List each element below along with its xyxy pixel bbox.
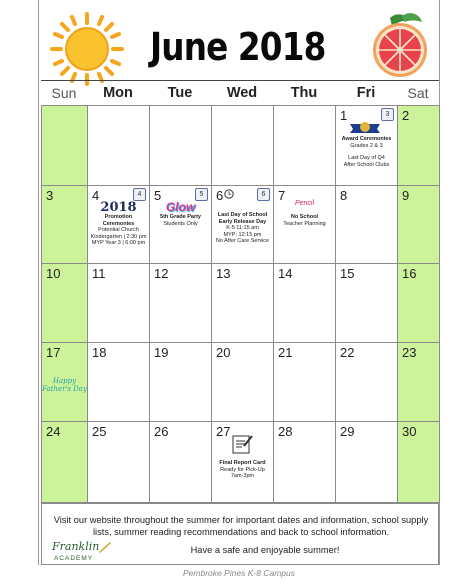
day-number: 2 (402, 108, 410, 123)
day-number: 10 (46, 266, 61, 281)
weekday-fri: Fri (356, 85, 376, 101)
calendar-day-cell[interactable] (212, 422, 274, 503)
calendar-day-cell[interactable] (274, 106, 336, 186)
event-line: K-5 11:15 am (226, 225, 259, 231)
day-number: 24 (46, 424, 61, 439)
calendar-day-cell[interactable] (212, 264, 274, 343)
weekday-sun: Sun (51, 85, 77, 101)
event-line: No School (290, 214, 319, 220)
day-events (274, 214, 335, 227)
calendar-day-cell[interactable] (88, 422, 150, 503)
day-number: 1 (340, 108, 348, 123)
calendar-week-row (42, 106, 440, 186)
day-number: 14 (278, 266, 293, 281)
calendar-week-row (42, 264, 440, 343)
day-events (212, 460, 273, 480)
day-number: 3 (46, 188, 54, 203)
event-line: Grades 2 & 3 (350, 142, 383, 149)
calendar-day-cell[interactable] (42, 422, 88, 503)
event-line: Students Only (163, 220, 198, 227)
calendar-day-cell[interactable] (398, 264, 440, 343)
day-events (88, 214, 149, 247)
pencil-art: Pencil (294, 200, 315, 207)
calendar-day-cell[interactable] (398, 106, 440, 186)
day-number: 27 (216, 424, 231, 439)
report-card-icon (230, 434, 254, 454)
campus-caption: Pembroke Pines K-8 Campus (183, 568, 295, 578)
calendar-day-cell[interactable] (42, 343, 88, 422)
day-number: 30 (402, 424, 417, 439)
event-line: Kindergarten | 2:30 pm (90, 233, 147, 240)
sun-icon (50, 12, 124, 86)
day-number: 19 (154, 345, 169, 360)
event-line: Teacher Planning (283, 220, 326, 227)
calendar-week-row (42, 343, 440, 422)
day-number: 20 (216, 345, 231, 360)
event-line: 5th Grade Party (160, 214, 201, 220)
day-number: 5 (154, 188, 162, 203)
clock-icon (224, 189, 234, 199)
calendar-day-cell[interactable] (212, 343, 274, 422)
day-number: 25 (92, 424, 107, 439)
weekday-wed: Wed (226, 85, 258, 101)
grapefruit-icon (362, 12, 434, 78)
event-line: MYP: 12:15 pm (223, 231, 262, 238)
calendar-day-cell[interactable] (212, 186, 274, 264)
calendar-grid (41, 105, 440, 503)
class-of-2018-art: 2018 (100, 200, 137, 215)
day-badge: 4 (133, 188, 146, 201)
day-events (336, 136, 397, 168)
calendar-day-cell[interactable] (336, 106, 398, 186)
academy-logo-sub: ACADEMY (54, 555, 94, 562)
award-ribbon-icon (350, 121, 380, 133)
footer-message: Visit our website throughout the summer for important dates and information, school supply lists, summer reading recommendations and back to school information. (53, 515, 429, 537)
day-number: 9 (402, 188, 410, 203)
event-line: Final Report Card (219, 460, 266, 466)
calendar-day-cell[interactable] (336, 186, 398, 264)
day-number: 4 (92, 188, 100, 203)
day-number: 29 (340, 424, 355, 439)
calendar-day-cell[interactable] (150, 422, 212, 503)
calendar-day-cell[interactable] (88, 106, 150, 186)
calendar-day-cell[interactable] (398, 186, 440, 264)
calendar-day-cell[interactable] (150, 264, 212, 343)
day-number: 26 (154, 424, 169, 439)
calendar-day-cell[interactable] (88, 186, 150, 264)
day-number: 22 (340, 345, 355, 360)
calendar-day-cell[interactable] (274, 186, 336, 264)
calendar-day-cell[interactable] (150, 186, 212, 264)
day-number: 6 (216, 188, 224, 203)
calendar-day-cell[interactable] (398, 343, 440, 422)
weekday-thu: Thu (290, 85, 318, 101)
fathers-day-art: Happy Father's Day (42, 377, 87, 393)
event-line: Last Day of Q4 (348, 155, 385, 161)
weekday-mon: Mon (103, 85, 133, 101)
academy-logo: Franklin (52, 540, 100, 553)
footer-farewell: Have a safe and enjoyable summer! (190, 545, 340, 555)
day-number: 16 (402, 266, 417, 281)
event-line: Potential Church (98, 227, 139, 233)
day-number: 12 (154, 266, 169, 281)
event-line: Last Day of School (217, 212, 268, 218)
day-number: 28 (278, 424, 293, 439)
day-number: 7 (278, 188, 286, 203)
event-line: Ceremonies (102, 220, 135, 227)
calendar-title: June 2018 (150, 25, 326, 69)
day-number: 15 (340, 266, 355, 281)
day-number: 18 (92, 345, 107, 360)
calendar-day-cell[interactable] (336, 422, 398, 503)
calendar-day-cell[interactable] (42, 106, 88, 186)
day-badge: 5 (195, 188, 208, 201)
calendar-day-cell[interactable] (274, 264, 336, 343)
calendar-day-cell[interactable] (150, 106, 212, 186)
day-number: 23 (402, 345, 417, 360)
calendar-day-cell[interactable] (42, 186, 88, 264)
event-line: Early Release Day (218, 218, 267, 225)
day-number: 8 (340, 188, 348, 203)
day-badge: 6 (257, 188, 270, 201)
day-events (212, 212, 273, 245)
calendar-day-cell[interactable] (274, 343, 336, 422)
event-line: After School Clubs (343, 161, 390, 168)
weekday-tue: Tue (167, 85, 193, 101)
glow-party-art: Glow (165, 200, 196, 214)
day-number: 17 (46, 345, 61, 360)
calendar-day-cell[interactable] (88, 264, 150, 343)
calendar-day-cell[interactable] (274, 422, 336, 503)
weekday-header (41, 81, 439, 105)
calendar-day-cell[interactable] (88, 343, 150, 422)
weekday-sat: Sat (407, 85, 429, 101)
day-number: 11 (92, 266, 106, 281)
calendar-week-row (42, 422, 440, 503)
calendar-day-cell[interactable] (212, 106, 274, 186)
day-number: 21 (278, 345, 293, 360)
calendar-day-cell[interactable] (336, 264, 398, 343)
calendar-day-cell[interactable] (150, 343, 212, 422)
event-line: 7am-3pm (230, 473, 255, 479)
day-number: 13 (216, 266, 231, 281)
event-line: Award Ceremonies (341, 136, 392, 142)
event-line: MYP Year 3 | 6:00 pm (91, 240, 146, 246)
calendar-day-cell[interactable] (42, 264, 88, 343)
calendar-week-row (42, 186, 440, 264)
event-line: Ready for Pick-Up (220, 466, 265, 473)
event-line: No After Care Service (215, 238, 270, 244)
calendar-day-cell[interactable] (336, 343, 398, 422)
day-events (150, 214, 211, 227)
calendar-day-cell[interactable] (398, 422, 440, 503)
day-badge: 3 (381, 108, 394, 121)
logo-pen-icon (98, 541, 112, 553)
event-line: Promotion (104, 214, 133, 220)
